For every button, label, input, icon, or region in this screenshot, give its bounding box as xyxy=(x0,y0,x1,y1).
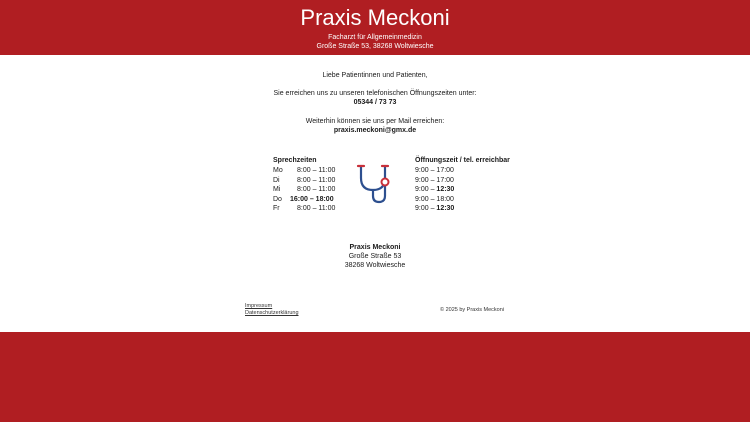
time-start: 9:00 – xyxy=(415,176,437,184)
sprechzeiten-heading: Sprechzeiten xyxy=(273,157,317,164)
sprechzeiten-row xyxy=(273,195,335,204)
phone-intro-text: Sie erreichen uns zu unseren telefonischen Öffnungszeiten unter: xyxy=(273,90,477,97)
site-address: Große Straße 53, 38268 Woltwiesche xyxy=(316,43,434,50)
site-subtitle: Facharzt für Allgemeinmedizin xyxy=(328,34,422,41)
datenschutz-link[interactable]: Datenschutzerklärung xyxy=(245,310,299,316)
day-label: Mo xyxy=(273,167,283,175)
time-end: 18:00 xyxy=(436,195,454,203)
address-name: Praxis Meckoni xyxy=(349,244,401,251)
time-value: 8:00 – 11:00 xyxy=(297,205,336,213)
time-end: 12:30 xyxy=(436,205,455,213)
main-content xyxy=(0,55,750,332)
site-title: Praxis Meckoni xyxy=(300,5,450,30)
oeffnungszeiten-block xyxy=(415,156,510,213)
stethoscope-icon xyxy=(355,160,395,206)
oeffnungszeiten-row xyxy=(415,176,510,185)
time-value: 8:00 – 11:00 xyxy=(297,167,336,175)
sprechzeiten-row xyxy=(273,176,335,185)
sprechzeiten-row xyxy=(273,166,335,175)
mail-intro-text: Weiterhin können sie uns per Mail erreichen: xyxy=(305,118,445,125)
mail-address[interactable]: praxis.meckoni@gmx.de xyxy=(333,127,417,134)
time-start: 9:00 – xyxy=(415,186,437,194)
copyright-text: © 2025 by Praxis Meckoni xyxy=(440,307,504,313)
phone-number[interactable]: 05344 / 73 73 xyxy=(353,99,397,106)
time-value: 8:00 – 11:00 xyxy=(297,176,336,184)
day-label: Mi xyxy=(273,186,281,194)
oeffnungszeiten-row xyxy=(415,166,510,175)
site-header xyxy=(0,0,750,55)
sprechzeiten-row xyxy=(273,185,335,194)
time-end: 17:00 xyxy=(436,176,454,184)
address-street: Große Straße 53 xyxy=(348,253,402,260)
sprechzeiten-row xyxy=(273,204,335,213)
oeffnungszeiten-row xyxy=(415,185,510,194)
address-city: 38268 Woltwiesche xyxy=(344,262,406,269)
greeting-text: Liebe Patientinnen und Patienten, xyxy=(322,72,428,79)
time-value: 16:00 – 18:00 xyxy=(290,195,334,203)
oeffnungszeiten-heading: Öffnungszeit / tel. erreichbar xyxy=(415,157,510,164)
time-start: 9:00 – xyxy=(415,195,437,203)
time-value: 8:00 – 11:00 xyxy=(297,186,336,194)
sprechzeiten-block xyxy=(273,156,335,213)
time-end: 17:00 xyxy=(436,167,454,175)
time-start: 9:00 – xyxy=(415,167,437,175)
day-label: Fr xyxy=(273,205,280,213)
oeffnungszeiten-row xyxy=(415,195,510,204)
time-end: 12:30 xyxy=(436,186,455,194)
day-label: Di xyxy=(273,176,280,184)
impressum-link[interactable]: Impressum xyxy=(245,303,273,309)
time-start: 9:00 – xyxy=(415,205,437,213)
oeffnungszeiten-row xyxy=(415,204,510,213)
day-label: Do xyxy=(273,195,282,203)
